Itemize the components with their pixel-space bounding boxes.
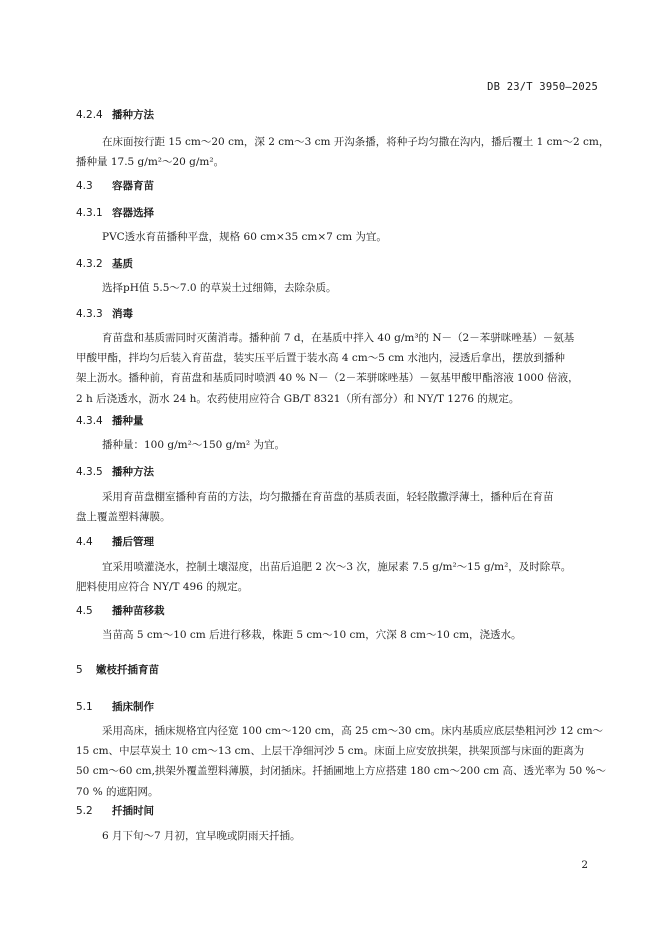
paragraph-4-3-2 bbox=[76, 278, 598, 298]
heading-title: 插床制作 bbox=[112, 701, 154, 713]
heading-title: 播后管理 bbox=[112, 536, 154, 548]
heading-number: 4.3.3 bbox=[76, 308, 103, 320]
heading-4-3 bbox=[76, 178, 154, 193]
text-line: PVC透水育苗播种平盘，规格 60 cm×35 cm×7 cm 为宜。 bbox=[102, 231, 387, 243]
heading-4-2-4 bbox=[76, 107, 154, 122]
text-line: 当苗高 5 cm～10 cm 后进行移栽，株距 5 cm～10 cm，穴深 8 cm～10 cm，浇透水。 bbox=[102, 629, 522, 641]
heading-number: 4.3.4 bbox=[76, 415, 103, 427]
heading-title: 容器选择 bbox=[112, 207, 154, 219]
document-code: DB 23/T 3950—2025 bbox=[487, 81, 598, 93]
heading-4-3-4 bbox=[76, 413, 144, 428]
text-line: 选择pH值 5.5～7.0 的草炭土过细筛，去除杂质。 bbox=[102, 282, 337, 294]
heading-number: 4.3.2 bbox=[76, 258, 103, 270]
text-line: 在床面按行距 15 cm～20 cm，深 2 cm～3 cm 开沟条播，将种子均匀撒在沟内，播后覆土 1 cm～2 cm， bbox=[102, 136, 610, 148]
heading-4-3-3 bbox=[76, 306, 133, 321]
page-number: 2 bbox=[581, 859, 588, 871]
text-line: 播种量 17.5 g/m²～20 g/m²。 bbox=[76, 156, 225, 169]
text-line: 15 cm、中层草炭土 10 cm～13 cm、上层干净细河沙 5 cm。床面上应安放拱架，拱架顶部与床面的距离为 bbox=[76, 745, 585, 758]
heading-title: 基质 bbox=[112, 258, 133, 270]
paragraph-4-3-1 bbox=[76, 227, 598, 247]
text-line: 采用育苗盘棚室播种育苗的方法，均匀撒播在育苗盘的基质表面，轻轻散撒浮薄土，播种后在育苗 bbox=[102, 491, 554, 503]
heading-title: 播种方法 bbox=[112, 466, 154, 478]
paragraph-4-3-4 bbox=[76, 435, 598, 455]
heading-title: 嫩枝扦插育苗 bbox=[96, 664, 159, 676]
heading-number: 4.3.5 bbox=[76, 466, 103, 478]
text-line: 播种量：100 g/m²～150 g/m² 为宜。 bbox=[102, 439, 285, 451]
text-line: 采用高床，插床规格宜内径宽 100 cm～120 cm，高 25 cm～30 cm。床内基质应底层垫粗河沙 12 cm～ bbox=[102, 725, 604, 737]
text-line: 育苗盘和基质需同时灭菌消毒。播种前 7 d，在基质中拌入 40 g/m³的 N－（2－苯骈咪唑基）－氨基 bbox=[102, 332, 575, 344]
heading-5-2 bbox=[76, 803, 154, 818]
heading-number: 4.4 bbox=[76, 536, 93, 548]
text-line: 架上沥水。播种前，育苗盘和基质同时喷洒 40 % N－（2－苯骈咪唑基）－氨基甲酸甲酯溶液 1000 倍液， bbox=[76, 372, 579, 385]
text-line: 70 % 的遮阳网。 bbox=[76, 785, 159, 798]
heading-5 bbox=[76, 662, 159, 677]
heading-title: 播种苗移栽 bbox=[112, 605, 165, 617]
text-line: 6 月下旬～7 月初，宜早晚或阴雨天扦插。 bbox=[102, 830, 301, 842]
heading-number: 4.3.1 bbox=[76, 207, 103, 219]
heading-title: 消毒 bbox=[112, 308, 133, 320]
heading-title: 容器育苗 bbox=[112, 180, 154, 192]
heading-number: 5 bbox=[76, 664, 83, 676]
heading-title: 播种量 bbox=[112, 415, 144, 427]
paragraph-5-1 bbox=[76, 721, 607, 802]
heading-number: 4.2.4 bbox=[76, 109, 103, 121]
text-line: 50 cm～60 cm,拱架外覆盖塑料薄膜，封闭插床。扦插圃地上方应搭建 180 cm～200 cm 高、透光率为 50 %～ bbox=[76, 765, 607, 778]
paragraph-4-5 bbox=[76, 625, 598, 645]
heading-number: 4.3 bbox=[76, 180, 93, 192]
paragraph-4-3-3 bbox=[76, 328, 598, 409]
heading-number: 4.5 bbox=[76, 605, 93, 617]
heading-number: 5.1 bbox=[76, 701, 93, 713]
heading-4-5 bbox=[76, 603, 165, 618]
heading-number: 5.2 bbox=[76, 805, 93, 817]
text-line: 2 h 后浇透水，沥水 24 h。农药使用应符合 GB/T 8321（所有部分）和 NY/T 1276 的规定。 bbox=[76, 392, 520, 405]
heading-4-3-5 bbox=[76, 464, 154, 479]
heading-title: 播种方法 bbox=[112, 109, 154, 121]
heading-4-3-1 bbox=[76, 205, 154, 220]
text-line: 宜采用喷灌浇水，控制土壤湿度，出苗后追肥 2 次～3 次，施尿素 7.5 g/m²～15 g/m²，及时除草。 bbox=[102, 561, 572, 573]
heading-4-3-2 bbox=[76, 256, 133, 271]
paragraph-5-2 bbox=[76, 826, 598, 846]
text-line: 肥料使用应符合 NY/T 496 的规定。 bbox=[76, 581, 249, 594]
paragraph-4-2-4 bbox=[76, 132, 610, 172]
heading-title: 扦插时间 bbox=[112, 805, 154, 817]
text-line: 甲酸甲酯，拌均匀后装入育苗盘，装实压平后置于装水高 4 cm～5 cm 水池内，浸透后拿出，摆放到播种 bbox=[76, 352, 565, 365]
heading-5-1 bbox=[76, 699, 154, 714]
heading-4-4 bbox=[76, 534, 154, 549]
paragraph-4-3-5 bbox=[76, 487, 598, 527]
text-line: 盘上覆盖塑料薄膜。 bbox=[76, 511, 171, 524]
paragraph-4-4 bbox=[76, 557, 598, 597]
